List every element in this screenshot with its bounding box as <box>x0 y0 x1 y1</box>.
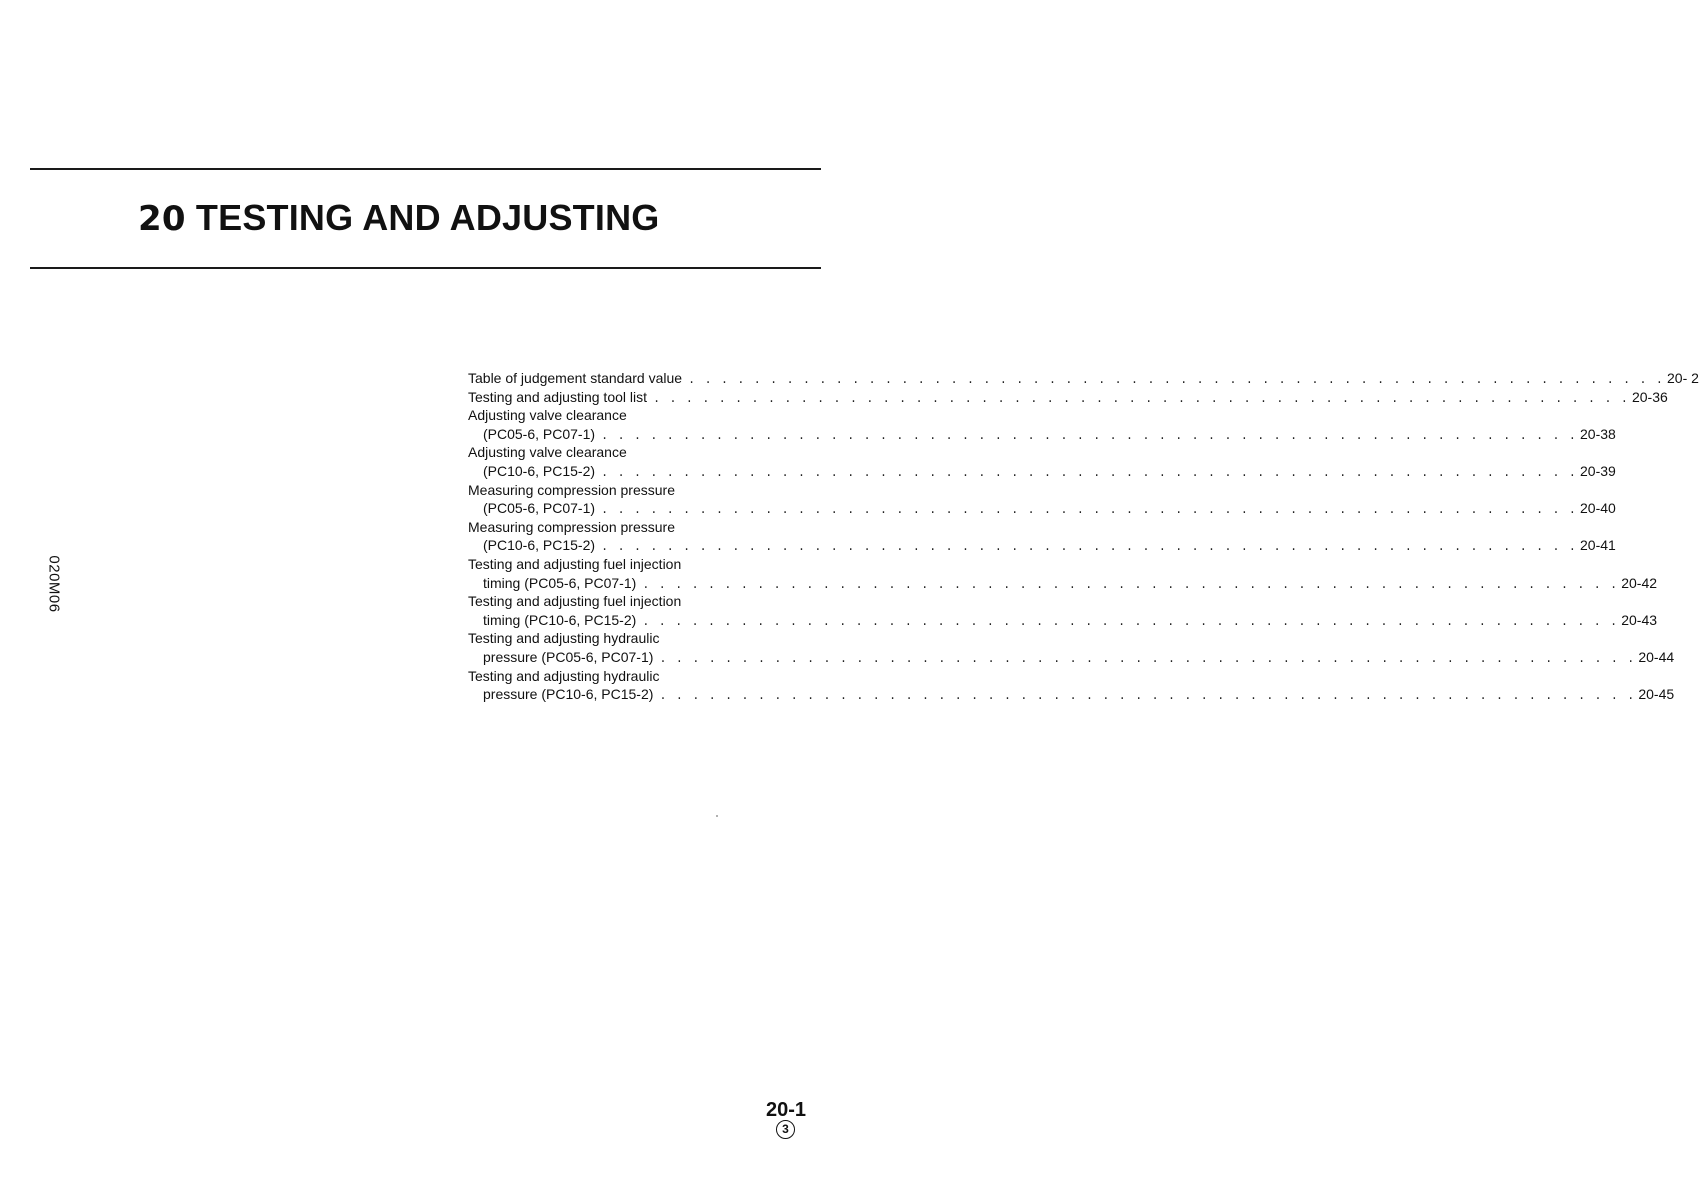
toc-line <box>468 592 798 611</box>
scan-speck <box>716 815 718 817</box>
chapter-number: 20 <box>138 199 186 239</box>
bottom-rule <box>30 267 821 269</box>
toc-entry-text: pressure (PC05-6, PC07-1) <box>483 648 654 665</box>
toc-page-ref: 20- 2 <box>1667 370 1699 386</box>
toc-entry-text: Table of judgement standard value <box>468 370 683 386</box>
toc-leader-dots: . . . . . . . . . . . . . . . . . . . . . . . . . . . . . . . . . . . . . . . . . . . . . . . . . . . . . . . . . . . . <box>601 428 1577 443</box>
toc-entry-text: Testing and adjusting hydraulic <box>468 630 660 647</box>
toc-line <box>468 369 1699 388</box>
toc-entry-text: Testing and adjusting fuel injection <box>468 593 682 610</box>
toc-entry-text: Measuring compression pressure <box>468 481 675 498</box>
toc-page-ref: 20-43 <box>1621 611 1658 628</box>
toc-leader-dots: . . . . . . . . . . . . . . . . . . . . . . . . . . . . . . . . . . . . . . . . . . . . . . . . . . . . . . . . . . . . <box>642 577 1619 592</box>
toc-line <box>468 685 1675 704</box>
toc-line <box>468 425 1616 444</box>
toc-line <box>468 462 1616 481</box>
toc-leader-dots: . . . . . . . . . . . . . . . . . . . . . . . . . . . . . . . . . . . . . . . . . . . . . . . . . . . . . . . . . . . . <box>659 689 1636 704</box>
toc-line <box>468 574 1658 593</box>
toc-line <box>468 629 798 648</box>
toc-leader-dots: . . . . . . . . . . . . . . . . . . . . . . . . . . . . . . . . . . . . . . . . . . . . . . . . . . . . . . . . . . . . <box>601 465 1577 480</box>
revision-mark: 3 <box>776 1120 795 1139</box>
toc-leader-dots: . . . . . . . . . . . . . . . . . . . . . . . . . . . . . . . . . . . . . . . . . . . . . . . . . . . . . . . . . . . . <box>653 391 1629 406</box>
toc-leader-dots: . . . . . . . . . . . . . . . . . . . . . . . . . . . . . . . . . . . . . . . . . . . . . . . . . . . . . . . . . . . . <box>601 503 1577 518</box>
toc-line <box>468 443 798 462</box>
toc-entry-text: pressure (PC10-6, PC15-2) <box>483 686 654 703</box>
toc-entry-text: Measuring compression pressure <box>468 518 675 535</box>
toc-line <box>468 406 798 425</box>
chapter-title <box>138 196 659 241</box>
toc-line <box>468 499 1616 518</box>
toc-line <box>468 536 1616 555</box>
toc-leader-dots: . . . . . . . . . . . . . . . . . . . . . . . . . . . . . . . . . . . . . . . . . . . . . . . . . . . . . . . . . . . . <box>601 540 1577 555</box>
toc-line <box>468 648 1675 667</box>
toc-line <box>468 481 798 500</box>
toc-line <box>468 555 798 574</box>
toc-entry-text: Adjusting valve clearance <box>468 407 627 424</box>
page-number: 20-1 <box>765 1099 806 1121</box>
table-of-contents <box>468 369 1699 704</box>
toc-line <box>468 518 798 537</box>
top-rule <box>30 168 821 170</box>
toc-page-ref: 20-40 <box>1580 500 1616 517</box>
toc-page-ref: 20-44 <box>1638 648 1675 665</box>
toc-line <box>468 667 798 686</box>
toc-entry-text: (PC10-6, PC15-2) <box>483 462 596 479</box>
toc-entry-text: timing (PC05-6, PC07-1) <box>483 574 637 591</box>
toc-leader-dots: . . . . . . . . . . . . . . . . . . . . . . . . . . . . . . . . . . . . . . . . . . . . . . . . . . . . . . . . . . . . <box>642 614 1619 629</box>
toc-page-ref: 20-41 <box>1580 537 1616 554</box>
toc-entry-text: Adjusting valve clearance <box>468 444 627 461</box>
chapter-title-text: TESTING AND ADJUSTING <box>195 197 660 238</box>
toc-entry-text: (PC10-6, PC15-2) <box>483 537 596 554</box>
toc-leader-dots: . . . . . . . . . . . . . . . . . . . . . . . . . . . . . . . . . . . . . . . . . . . . . . . . . . . . . . . . . . . . <box>688 373 1664 387</box>
toc-page-ref: 20-36 <box>1631 388 1668 405</box>
toc-entry-text: (PC05-6, PC07-1) <box>483 500 596 517</box>
toc-entry-text: Testing and adjusting tool list <box>468 388 647 405</box>
toc-leader-dots: . . . . . . . . . . . . . . . . . . . . . . . . . . . . . . . . . . . . . . . . . . . . . . . . . . . . . . . . . . . . <box>659 651 1636 666</box>
toc-entry-text: Testing and adjusting fuel injection <box>468 555 682 572</box>
toc-entry-text: (PC05-6, PC07-1) <box>483 425 596 442</box>
toc-page-ref: 20-42 <box>1621 574 1658 591</box>
toc-page-ref: 20-39 <box>1580 462 1616 479</box>
toc-line <box>468 388 1668 407</box>
toc-entry-text: Testing and adjusting hydraulic <box>468 667 660 684</box>
toc-entry-text: timing (PC10-6, PC15-2) <box>483 611 637 628</box>
toc-page-ref: 20-45 <box>1638 686 1675 703</box>
toc-line <box>468 611 1658 630</box>
toc-page-ref: 20-38 <box>1580 425 1616 442</box>
document-code: 020M06 <box>45 555 63 613</box>
